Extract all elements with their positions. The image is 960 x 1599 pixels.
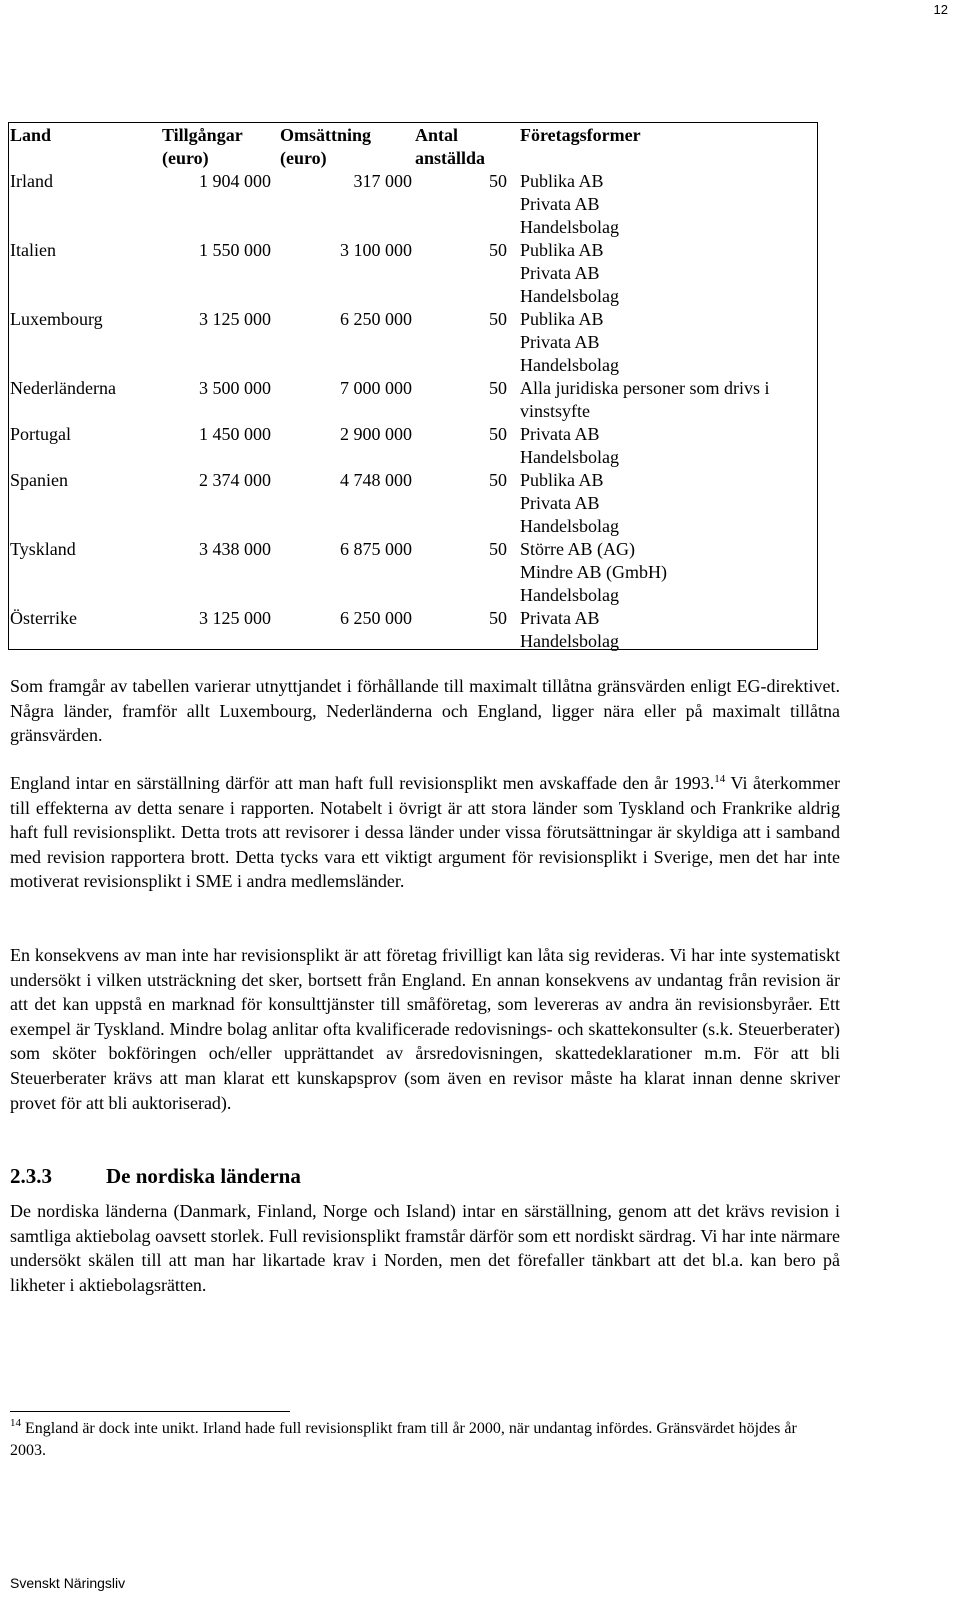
cell-foretagsformer: Privata AB Handelsbolag [520,608,619,651]
cell-omsattning: 6 875 000 [340,539,412,559]
thresholds-table [8,122,818,650]
footer-publisher: Svenskt Näringsliv [10,1575,126,1591]
header-antal: Antal anställda [415,125,486,168]
header-omsattning: Omsättning (euro) [280,125,372,168]
paragraph-england [10,771,840,894]
section-title: De nordiska länderna [106,1164,301,1188]
cell-omsattning: 4 748 000 [340,470,412,490]
header-land: Land [10,125,52,145]
cell-tillgangar: 3 125 000 [199,608,271,628]
paragraph-england-start: England intar en särställning därför att man haft full revisionsplikt men avskaffade den år 1993. [10,773,715,793]
cell-tillgangar: 1 904 000 [199,171,271,191]
cell-foretagsformer: Publika AB Privata AB Handelsbolag [520,171,619,237]
cell-omsattning: 6 250 000 [340,309,412,329]
cell-foretagsformer: Publika AB Privata AB Handelsbolag [520,309,619,375]
cell-omsattning: 317 000 [353,171,412,191]
cell-antal: 50 [489,608,507,628]
cell-land: Tyskland [10,539,76,559]
cell-tillgangar: 1 450 000 [199,424,271,444]
cell-tillgangar: 1 550 000 [199,240,271,260]
section-heading [10,1164,301,1189]
cell-antal: 50 [489,309,507,329]
cell-tillgangar: 2 374 000 [199,470,271,490]
page-number: 12 [933,2,948,17]
paragraph-nordic: De nordiska länderna (Danmark, Finland, Norge och Island) intar en särställning, genom att det krävs revision i samtliga aktiebolag oavsett storlek. Full revisionsplikt framstår därför som ett nordiskt särdrag. Vi har inte närmare undersökt skälen till att man har likartade krav i Norden, men det förefaller tänkbart att det bl.a. kan bero på likheter i aktiebolagsrätten. [10,1201,840,1295]
paragraph-variation: Som framgår av tabellen varierar utnyttjandet i förhållande till maximalt tillåtna gränsvärden enligt EG-direktivet. Några länder, framför allt Luxembourg, Nederländerna och England, ligger nära eller på maximalt tillåtna gränsvärden. [10,676,840,746]
cell-antal: 50 [489,470,507,490]
cell-land: Österrike [10,608,77,628]
cell-antal: 50 [489,424,507,444]
cell-foretagsformer: Publika AB Privata AB Handelsbolag [520,240,619,306]
cell-land: Portugal [10,424,71,444]
cell-omsattning: 2 900 000 [340,424,412,444]
cell-antal: 50 [489,240,507,260]
cell-tillgangar: 3 438 000 [199,539,271,559]
cell-land: Spanien [10,470,68,490]
footnote-divider [10,1411,290,1412]
header-foretagsformer: Företagsformer [520,125,641,145]
cell-foretagsformer: Privata AB Handelsbolag [520,424,619,467]
header-tillgangar: Tillgångar (euro) [162,125,243,168]
cell-land: Luxembourg [10,309,103,329]
footnote-ref: 14 [714,773,726,785]
cell-antal: 50 [489,539,507,559]
cell-land: Italien [10,240,56,260]
section-number: 2.3.3 [10,1164,52,1188]
cell-omsattning: 3 100 000 [340,240,412,260]
cell-land: Nederländerna [10,378,116,398]
cell-foretagsformer: Publika AB Privata AB Handelsbolag [520,470,619,536]
cell-antal: 50 [489,171,507,191]
cell-omsattning: 6 250 000 [340,608,412,628]
cell-tillgangar: 3 500 000 [199,378,271,398]
paragraph-consequence: En konsekvens av man inte har revisionsplikt är att företag frivilligt kan låta sig revideras. Vi har inte systematiskt undersökt i vilken utsträckning det sker, bortsett från England. En annan konsekvens av undantag från revision är att det kan uppstå en marknad för konsulttjänster till småföretag, som levereras av andra än revisionsbyråer. Ett exempel är Tyskland. Mindre bolag anlitar ofta kvalificerade redovisnings- och skattekonsulter (s.k. Steuerberater) som sköter bokföringen och/eller upprättandet av årsredovisningen, skattedeklarationer m.m. För att bli Steuerberater krävs att man klarat ett kunskapsprov (som även en revisor måste ha klarat innan denne skriver provet för att bli auktoriserad). [10,945,840,1113]
cell-land: Irland [10,171,53,191]
footnote-number: 14 [10,1417,21,1429]
cell-foretagsformer: Alla juridiska personer som drivs i vinstsyfte [520,378,770,421]
cell-foretagsformer: Större AB (AG) Mindre AB (GmbH) Handelsbolag [520,539,667,605]
cell-antal: 50 [489,378,507,398]
cell-omsattning: 7 000 000 [340,378,412,398]
paragraph-england-rest: Vi återkommer till effekterna av detta senare i rapporten. Notabelt i övrigt är att stora länder som Tyskland och Frankrike aldrig haft full revisionsplikt. Detta trots att revisorer i dessa länder under vissa förutsättningar är skyldiga att i samband med revision rapportera brott. Detta tycks vara ett viktigt argument för revisionsplikt i Sverige, men det har inte motiverat revisionsplikt i SME i andra medlemsländer. [10,773,841,892]
cell-tillgangar: 3 125 000 [199,309,271,329]
footnote-text: England är dock inte unikt. Irland hade full revisionsplikt fram till år 2000, när undantag infördes. Gränsvärdet höjdes år 2003. [10,1420,797,1459]
footnote [10,1418,830,1462]
